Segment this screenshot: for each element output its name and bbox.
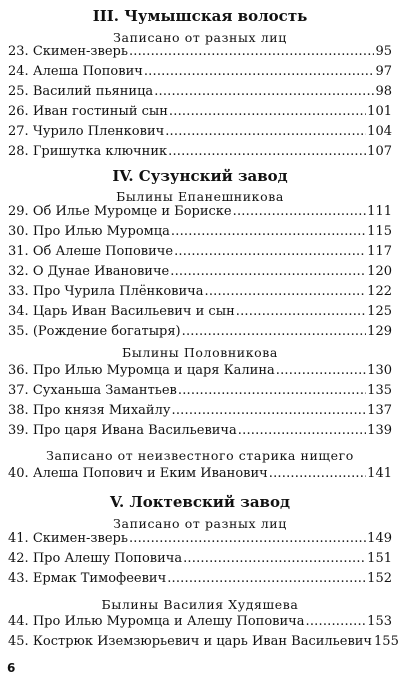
entry-number: 40.	[8, 466, 29, 481]
toc-entry	[8, 262, 392, 282]
toc-entry	[8, 381, 392, 401]
dot-leader	[154, 82, 374, 102]
dot-leader	[276, 361, 366, 381]
toc-entry	[8, 322, 392, 342]
entry-page-number: 151	[367, 551, 392, 566]
entry-title	[8, 421, 237, 441]
toc-entry	[8, 122, 392, 142]
entry-text: Про Илью Муромца и царя Калина	[32, 363, 275, 378]
entry-page-number: 155	[374, 634, 399, 649]
entry-page-number: 120	[367, 264, 392, 279]
entry-text: Гришутка ключник	[32, 144, 168, 159]
entry-number: 42.	[8, 551, 29, 566]
dot-leader	[174, 242, 366, 262]
entry-text: Про Чурила Плёнковича	[32, 284, 204, 299]
toc-entry	[8, 142, 392, 162]
group-heading: Былины Василия Худяшева	[101, 597, 299, 612]
toc-entry	[8, 222, 392, 242]
entry-title	[8, 322, 181, 342]
entry-number: 38.	[8, 403, 29, 418]
entry-number: 36.	[8, 363, 29, 378]
entry-text: О Дунае Ивановиче	[32, 264, 170, 279]
entry-text: Алеша Попович	[32, 64, 143, 79]
entry-title	[8, 549, 182, 569]
entry-page-number: 130	[367, 363, 392, 378]
toc-group	[8, 345, 392, 361]
section-title: III. Чумышская волость	[92, 7, 308, 25]
entry-text: Иван гостиный сын	[32, 104, 168, 119]
dot-leader	[182, 322, 367, 342]
entry-number: 23.	[8, 44, 29, 59]
entry-page-number: 139	[367, 423, 392, 438]
dot-leader	[233, 202, 367, 222]
entry-title	[8, 401, 171, 421]
dot-leader	[172, 401, 367, 421]
toc-entry	[8, 42, 392, 62]
entry-title	[8, 202, 232, 222]
dot-leader	[236, 302, 366, 322]
entry-list	[8, 42, 392, 162]
dot-leader	[129, 42, 375, 62]
entry-list	[8, 612, 399, 652]
section-title: V. Локтевский завод	[110, 493, 290, 511]
entry-number: 41.	[8, 531, 29, 546]
entry-number: 44.	[8, 614, 29, 629]
dot-leader	[205, 282, 367, 302]
toc-section	[8, 6, 392, 26]
toc-entry	[8, 242, 392, 262]
dot-leader	[165, 122, 366, 142]
toc-entry	[8, 202, 392, 222]
entry-number: 33.	[8, 284, 29, 299]
entry-title	[8, 381, 177, 401]
entry-number: 28.	[8, 144, 29, 159]
entry-number: 43.	[8, 571, 29, 586]
entry-number: 34.	[8, 304, 29, 319]
entry-text: Суханьша Замантьев	[32, 383, 177, 398]
entry-page-number: 122	[367, 284, 392, 299]
entry-page-number: 152	[367, 571, 392, 586]
entry-number: 26.	[8, 104, 29, 119]
entry-list	[8, 464, 392, 484]
entry-page-number: 101	[367, 104, 392, 119]
dot-leader	[305, 612, 366, 632]
entry-number: 25.	[8, 84, 29, 99]
entry-number: 39.	[8, 423, 29, 438]
entry-list	[8, 202, 392, 342]
entry-page-number: 98	[375, 84, 392, 99]
entry-text: Василий пьяница	[32, 84, 154, 99]
toc-section	[8, 166, 392, 186]
entry-number: 45.	[8, 634, 29, 649]
toc-entry	[8, 82, 392, 102]
entry-text: Царь Иван Васильевич и сын	[32, 304, 235, 319]
entry-text: Про Илью Муромца	[32, 224, 170, 239]
entry-page-number: 137	[367, 403, 392, 418]
section-title: IV. Сузунский завод	[112, 167, 288, 185]
entry-text: Об Илье Муромце и Бориске	[32, 204, 232, 219]
toc-entry	[8, 102, 392, 122]
dot-leader	[129, 529, 366, 549]
entry-number: 24.	[8, 64, 29, 79]
toc-entry	[8, 302, 392, 322]
entry-text: Алеша Попович и Еким Иванович	[32, 466, 268, 481]
entry-text: (Рождение богатыря)	[32, 324, 181, 339]
entry-title	[8, 632, 372, 652]
dot-leader	[183, 549, 366, 569]
entry-page-number: 125	[367, 304, 392, 319]
entry-title	[8, 529, 128, 549]
entry-title	[8, 222, 170, 242]
group-heading: Записано от разных лиц	[113, 516, 287, 531]
toc-entry	[8, 361, 392, 381]
entry-list	[8, 529, 392, 589]
toc-entry	[8, 282, 392, 302]
toc-entry	[8, 549, 392, 569]
dot-leader	[169, 102, 366, 122]
entry-text: Кострюк Иземзюрьевич и царь Иван Васильевич	[32, 634, 373, 649]
dot-leader	[170, 262, 366, 282]
entry-text: Об Алеше Поповиче	[32, 244, 174, 259]
toc-section	[8, 492, 392, 512]
toc-entry	[8, 569, 392, 589]
entry-text: Про царя Ивана Васильевича	[32, 423, 237, 438]
entry-page-number: 117	[367, 244, 392, 259]
entry-text: Ермак Тимофеевич	[32, 571, 167, 586]
entry-page-number: 141	[367, 466, 392, 481]
dot-leader	[168, 142, 366, 162]
entry-number: 32.	[8, 264, 29, 279]
dot-leader	[171, 222, 366, 242]
entry-title	[8, 42, 128, 62]
group-heading: Былины Половникова	[122, 345, 278, 360]
entry-title	[8, 62, 143, 82]
toc-group	[8, 448, 392, 464]
group-heading: Записано от разных лиц	[113, 30, 287, 45]
entry-number: 27.	[8, 124, 29, 139]
entry-number: 31.	[8, 244, 29, 259]
toc-entry	[8, 632, 399, 652]
entry-title	[8, 361, 275, 381]
entry-text: Про Илью Муромца и Алешу Поповича	[32, 614, 305, 629]
group-heading: Былины Епанешникова	[116, 189, 284, 204]
entry-text: Про князя Михайлу	[32, 403, 171, 418]
toc-entry	[8, 421, 392, 441]
dot-leader	[178, 381, 366, 401]
entry-title	[8, 122, 164, 142]
dot-leader	[269, 464, 366, 484]
entry-page-number: 97	[375, 64, 392, 79]
entry-number: 35.	[8, 324, 29, 339]
dot-leader	[238, 421, 366, 441]
entry-page-number: 111	[367, 204, 392, 219]
entry-page-number: 129	[367, 324, 392, 339]
entry-page-number: 115	[367, 224, 392, 239]
entry-text: Скимен-зверь	[32, 531, 128, 546]
toc-group	[8, 597, 392, 613]
entry-title	[8, 142, 167, 162]
group-heading: Записано от неизвестного старика нищего	[46, 448, 354, 463]
entry-title	[8, 82, 153, 102]
entry-number: 37.	[8, 383, 29, 398]
entry-title	[8, 262, 169, 282]
toc-entry	[8, 612, 392, 632]
entry-list	[8, 361, 392, 441]
entry-title	[8, 464, 268, 484]
dot-leader	[144, 62, 375, 82]
entry-page-number: 149	[367, 531, 392, 546]
entry-page-number: 107	[367, 144, 392, 159]
dot-leader	[167, 569, 366, 589]
entry-page-number: 104	[367, 124, 392, 139]
entry-title	[8, 102, 168, 122]
entry-page-number: 135	[367, 383, 392, 398]
entry-number: 29.	[8, 204, 29, 219]
entry-page-number: 153	[367, 614, 392, 629]
entry-page-number: 95	[375, 44, 392, 59]
entry-title	[8, 282, 204, 302]
entry-number: 30.	[8, 224, 29, 239]
entry-title	[8, 302, 235, 322]
entry-text: Чурило Пленкович	[32, 124, 165, 139]
toc-entry	[8, 529, 392, 549]
entry-title	[8, 569, 166, 589]
entry-text: Скимен-зверь	[32, 44, 128, 59]
toc-entry	[8, 401, 392, 421]
page-number: 6	[7, 661, 16, 675]
entry-title	[8, 612, 304, 632]
entry-title	[8, 242, 173, 262]
entry-text: Про Алешу Поповича	[32, 551, 183, 566]
toc-entry	[8, 464, 392, 484]
toc-entry	[8, 62, 392, 82]
